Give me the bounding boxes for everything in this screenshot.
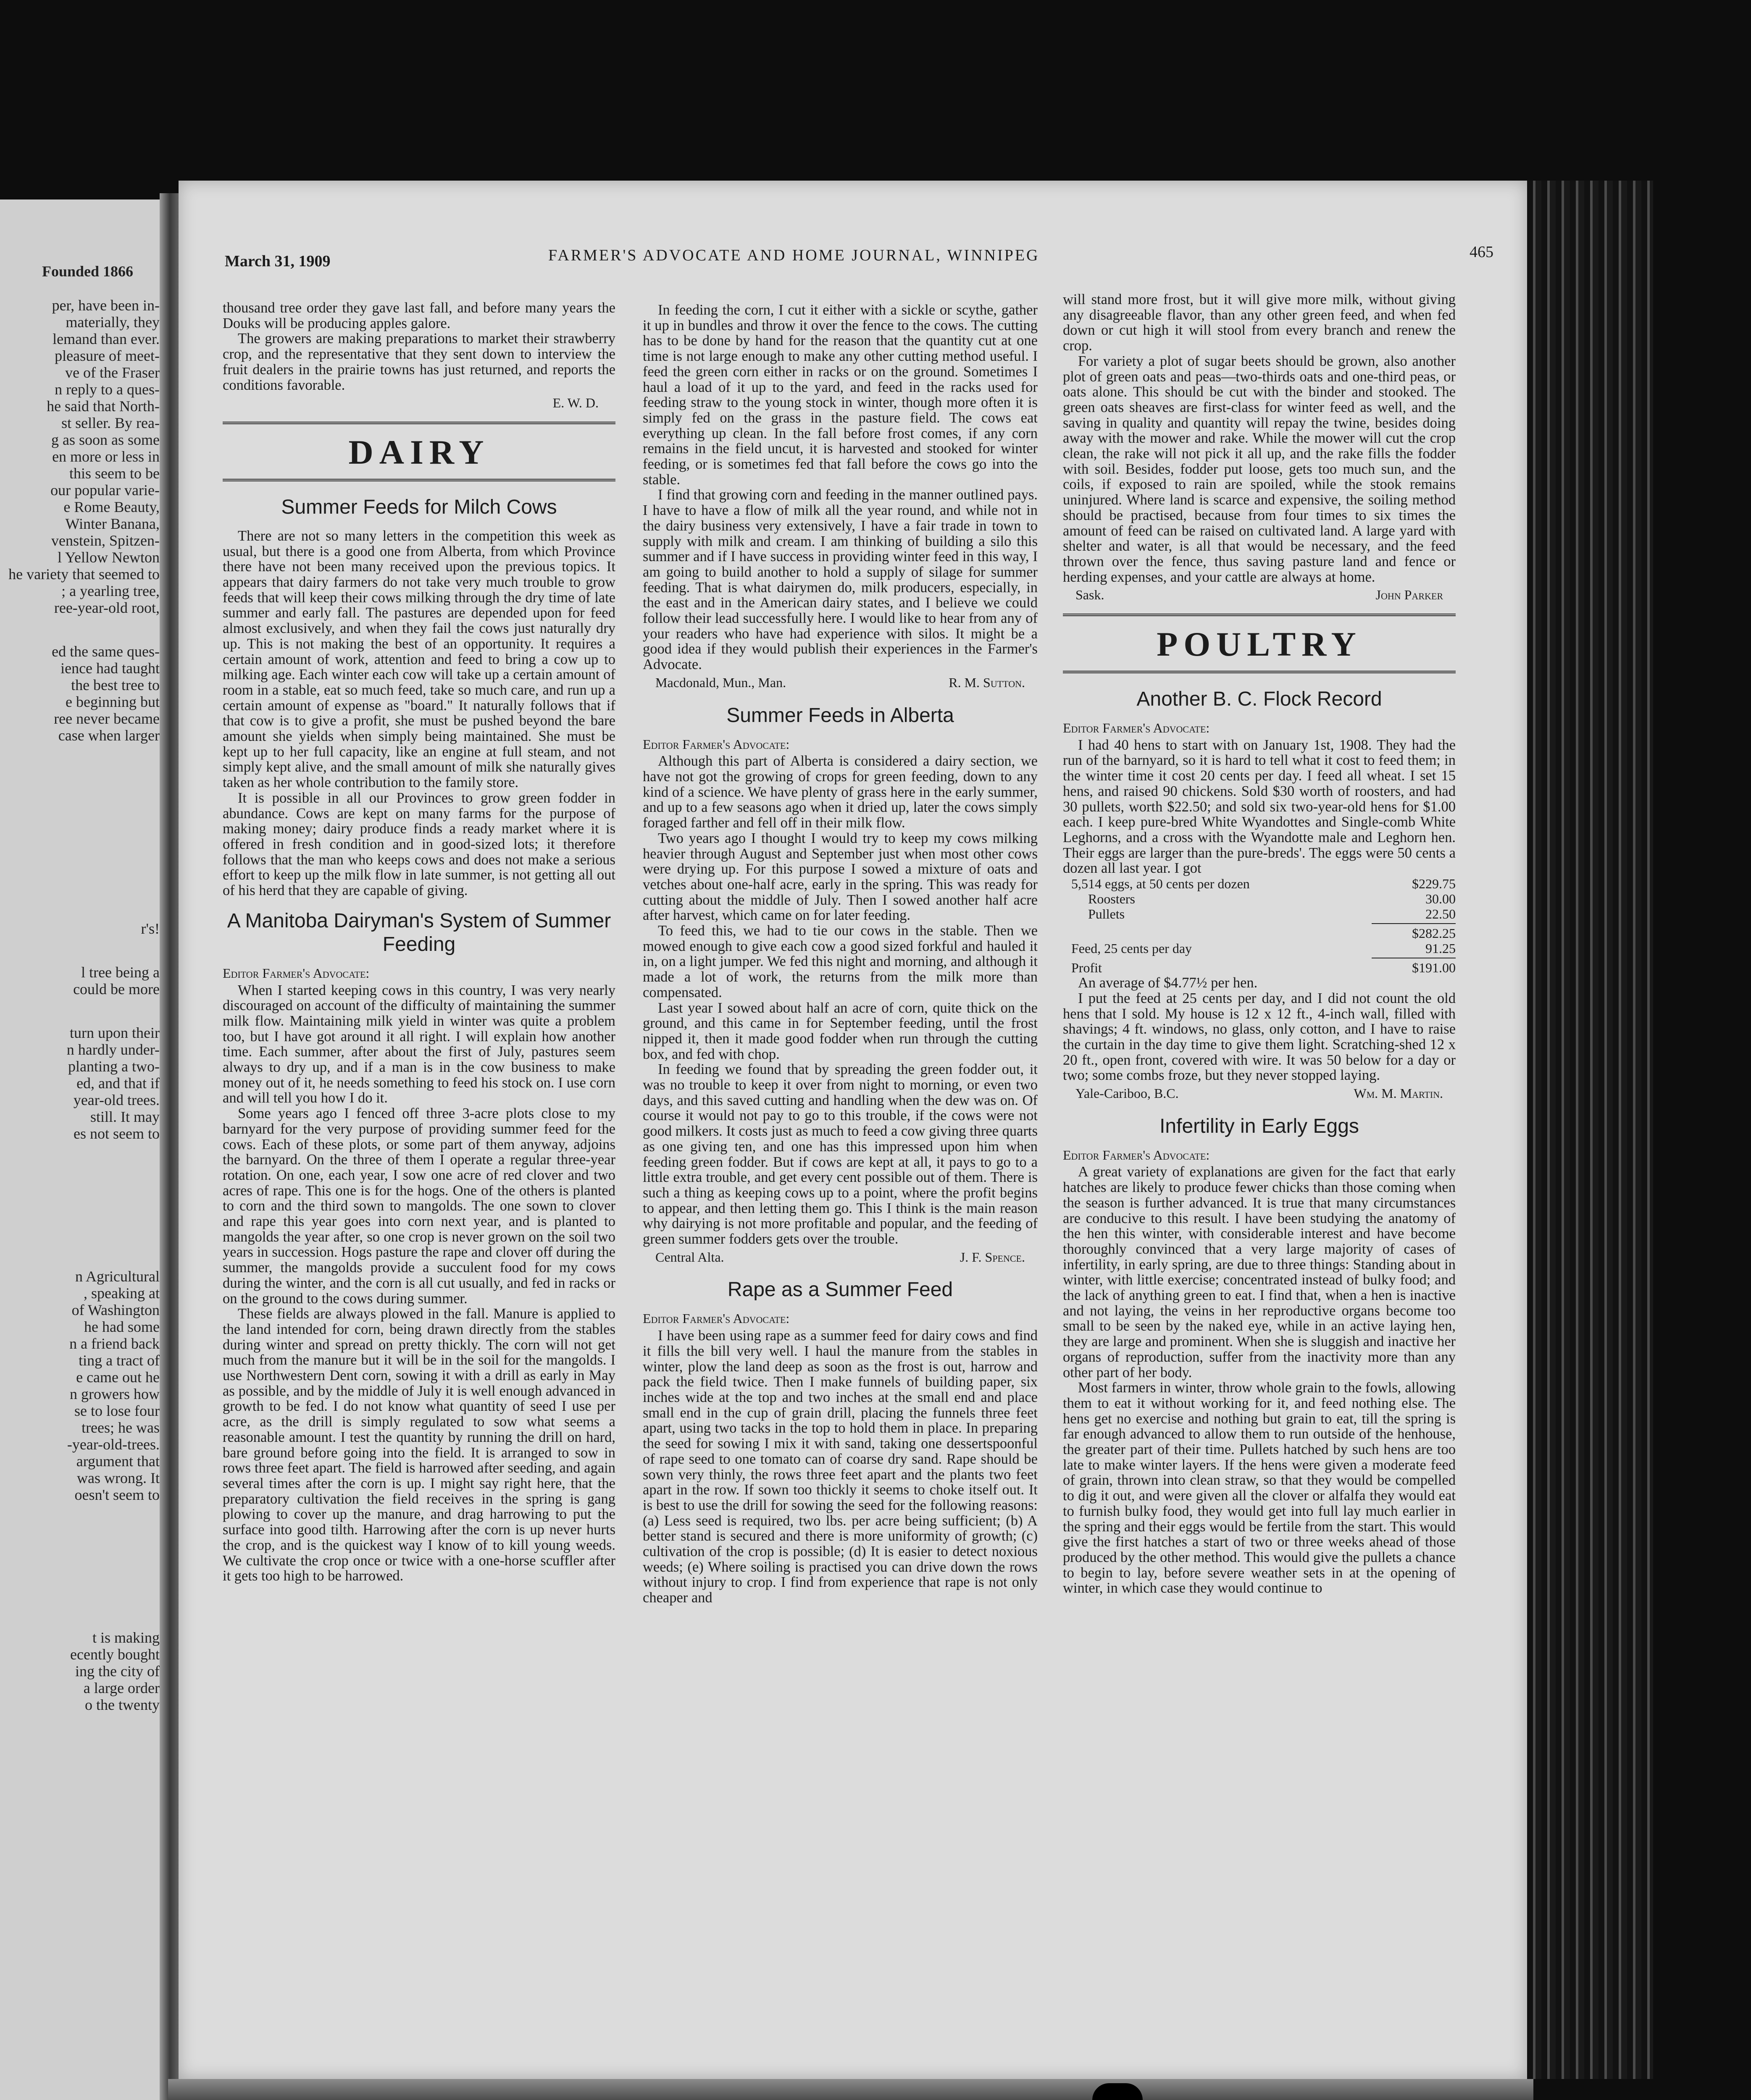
ledger-value: 30.00 bbox=[1425, 891, 1456, 907]
left-page-fragment: o the twenty bbox=[85, 1696, 160, 1713]
signature: Macdonald, Mun., Man. R. M. Sutton. bbox=[655, 675, 1025, 690]
paragraph: The growers are making preparations to market their strawberry crop, and the representative that they sent down to interview the fruit dealers in the prairie towns has just returned, and reports the conditions favorable. bbox=[223, 331, 615, 393]
left-page-fragment: n reply to a ques- bbox=[55, 381, 160, 398]
ledger-value: 22.50 bbox=[1425, 906, 1456, 922]
left-page-fragment: ed the same ques- bbox=[52, 643, 160, 660]
left-page-fragment: e Rome Beauty, bbox=[63, 499, 160, 515]
paragraph: In feeding we found that by spreading the green fodder out, it was no trouble to keep it over from night to morning, or even two days, and this saved cutting and handling when the dew was on. Of course it would not pay to go to this trouble, if the cows were not good milkers. It costs just as much to feed a cow giving three quarts as one giving ten, and one has this impressed upon him when feeding green fodder. But if cows are kept at all, it pays to go to a little extra trouble, and get every cent possible out of them. There is such a thing as keeping cows up to a point, where the profit begins to appear, and then letting them go. This I think is the main reason why dairying is not more profitable and popular, and the feeding of green summer fodders gets over the trouble. bbox=[643, 1061, 1038, 1247]
book-page-stack bbox=[1527, 181, 1653, 2079]
paragraph: will stand more frost, but it will give more milk, without giving any disagreeable flavor, than any other green feed, and when fed down or cut high it will stool from every branch and renew the crop. bbox=[1063, 291, 1456, 354]
left-page-fragment: l tree being a bbox=[81, 964, 160, 981]
paragraph: I find that growing corn and feeding in the manner outlined pays. I have to have a flow of milk all the year round, and while not in the dairy business very extensively, I have a fair trade in town to supply with milk and cream. I am thinking of building a silo this summer and if I have success in providing winter feed in this way, I am going to build another to hold a supply of silage for summer feeding. That is what dairymen do, milk producers, especially, in the east and in the American dairy states, and I believe we could follow their lead successfully here. I would like to hear from any of your readers who have had experience with silos. It might be a good idea if they would publish their experiences in the Farmer's Advocate. bbox=[643, 487, 1038, 673]
column-2 bbox=[643, 302, 1038, 1606]
page-number: 465 bbox=[1470, 243, 1493, 261]
left-page-fragment: he said that North- bbox=[47, 398, 160, 415]
ledger-label: Pullets bbox=[1088, 906, 1125, 922]
paragraph: An average of $4.77½ per hen. bbox=[1078, 975, 1258, 991]
paragraph: When I started keeping cows in this country, I was very nearly discouraged on account of the difficulty of maintaining the summer milk flow. Maintaining milk yield in winter was quite a problem too, but I have got around it all right. I will explain how another time. Each summer, after about the first of July, pastures seem always to dry up, and if a man is in the cow business to make money out of it, he needs something to feed his stock on. I use corn and will tell you how I do it. bbox=[223, 982, 615, 1106]
section-title: DAIRY bbox=[348, 433, 490, 471]
left-page-fragment: ree-year-old root, bbox=[54, 599, 160, 616]
editor-line: Editor Farmer's Advocate: bbox=[223, 965, 370, 981]
left-page-fragment: case when larger bbox=[58, 727, 160, 744]
left-page-fragments bbox=[0, 297, 160, 1713]
left-page-fragment: venstein, Spitzen- bbox=[51, 532, 160, 549]
section-heading-poultry bbox=[1063, 614, 1456, 675]
left-page-fragment: was wrong. It bbox=[77, 1470, 160, 1486]
left-page-fragment: en more or less in bbox=[52, 448, 160, 465]
left-page-fragment: , speaking at bbox=[84, 1285, 160, 1302]
left-page-fragment: the best tree to bbox=[71, 677, 160, 693]
left-page-fragment: still. It may bbox=[90, 1108, 160, 1125]
left-page-fragment: he variety that seemed to bbox=[8, 566, 160, 583]
journal-title: FARMER'S ADVOCATE AND HOME JOURNAL, WINNIPEG bbox=[548, 247, 1040, 264]
left-page-fragment: ree never became bbox=[54, 710, 160, 727]
left-page-fragment: n a friend back bbox=[69, 1335, 160, 1352]
column-3 bbox=[1063, 292, 1456, 1596]
left-page-fragment: could be more bbox=[73, 981, 160, 998]
ledger-row bbox=[1063, 941, 1456, 956]
issue-date: March 31, 1909 bbox=[225, 252, 331, 270]
ledger-value: $229.75 bbox=[1412, 876, 1456, 892]
left-page-fragment: n hardly under- bbox=[66, 1041, 160, 1058]
left-page-fragment: ience had taught bbox=[60, 660, 160, 677]
article-title: Summer Feeds for Milch Cows bbox=[281, 496, 557, 518]
ledger-label: Roosters bbox=[1088, 891, 1135, 907]
left-page-fragment: n Agricultural bbox=[75, 1268, 160, 1285]
editor-line: Editor Farmer's Advocate: bbox=[1063, 1147, 1210, 1163]
ledger-label: 5,514 eggs, at 50 cents per dozen bbox=[1071, 876, 1250, 892]
left-page-fragment: n growers how bbox=[70, 1386, 160, 1402]
left-page-fragment: ve of the Fraser bbox=[65, 364, 160, 381]
left-page-fragment: t is making bbox=[92, 1629, 160, 1646]
ledger-row bbox=[1063, 906, 1456, 921]
left-page-fragment: Winter Banana, bbox=[65, 515, 160, 532]
left-page-fragment: es not seem to bbox=[74, 1125, 160, 1142]
article-title: Infertility in Early Eggs bbox=[1159, 1115, 1359, 1137]
left-page-fragment: se to lose four bbox=[74, 1402, 160, 1419]
left-page-fragment: l Yellow Newton bbox=[57, 549, 160, 566]
paragraph: These fields are always plowed in the fall. Manure is applied to the land intended for corn, being drawn directly from the stables during winter and spread on pretty thickly. The corn will not get much from the manure but it will be in the soil for the mangolds. I use Northwestern Dent corn, sowing it with a drill as early in May as possible, and by the middle of July it is well enough advanced in growth to be fed. I do not know what quantity of seed I use per acre, as the drill is simply regulated to sow what seems a reasonable amount. I test the quantity by running the drill on hard, bare ground before going into the field. It is arranged to sow in rows three feet apart. The field is harrowed after seeding, and again several times after the corn is up. I might say right here, that the preparatory cultivation the field receives in the spring is gang plowing to cover up the manure, and drag harrowing to put the surface into good tilth. Harrowing after the corn is up never hurts the crop, and is the quickest way I know of to kill young weeds. We cultivate the crop once or twice with a one-horse scuffler after it gets too high to be harrowed. bbox=[223, 1306, 615, 1584]
ledger-value: $282.25 bbox=[1412, 926, 1456, 941]
paragraph: I put the feed at 25 cents per day, and I did not count the old hens that I sold. My house is 12 x 12 ft., 4-inch wall, filled with shavings; 4 ft. windows, no glass, only cotton, and I have to raise the curtain in the day time to give them light. Scratching-shed 12 x 20 ft., open front, covered with wire. It was 50 below for a day or two; some combs froze, but they never stopped laying. bbox=[1063, 990, 1456, 1084]
editor-line: Editor Farmer's Advocate: bbox=[643, 1311, 790, 1326]
paragraph: A great variety of explanations are given for the fact that early hatches are likely to produce fewer chicks than those coming when the season is further advanced. It is true that many circumstances are conducive to this result. I have been studying the anatomy of the hen this winter, with considerable interest and have become thoroughly convinced that a very large majority of cases of infertility, in early spring, are due to three things: Standing about in winter, with little exercise; concentrated instead of bulky food; and the lack of anything green to eat. I find that, when a hen is inactive and not laying, the veins in her reproductive organs become too small to be seen by the naked eye, while in an active laying hen, they are large and prominent. When she is sluggish and inactive her organs of reproduction, suffer from the inactivity more than any other part of her body. bbox=[1063, 1164, 1456, 1381]
paragraph: thousand tree order they gave last fall, and before many years the Douks will be producing apples galore. bbox=[223, 300, 615, 331]
paragraph: Last year I sowed about half an acre of corn, quite thick on the ground, and this came in for September feeding, until the frost nipped it, then it made good fodder when run through the cutting box, and fed with chop. bbox=[643, 1000, 1038, 1062]
section-heading-dairy bbox=[223, 422, 615, 483]
left-page-fragment: per, have been in- bbox=[52, 297, 160, 314]
left-page-fragment: materially, they bbox=[66, 314, 160, 331]
left-page-fragment: ; a yearling tree, bbox=[61, 583, 160, 599]
paragraph: Some years ago I fenced off three 3-acre plots close to my barnyard for the very purpose of providing summer feed for the cows. Each of these plots, or some part of them anyway, adjoins the barnyard. On the three of them I operate a regular three-year rotation. On one, each year, I sow one acre of red clover and two acres of rape. This one is for the hogs. One of the others is planted to corn and the third sown to mangolds. The one sown to clover and rape this year goes into corn next year, and is planted to mangolds the year after, so one crop is never grown on the soil two years in succession. Hogs pasture the rape and clover off during the summer, the mangolds provide a succulent food for my cows during the winter, and the corn is all cut usually, and fed in racks or on the ground to the cows during summer. bbox=[223, 1105, 615, 1307]
paragraph: I had 40 hens to start with on January 1st, 1908. They had the run of the barnyard, so it is hard to tell what it cost to feed them; in the winter time it cost 20 cents per day. I feed all wheat. I set 15 hens, and raised 90 chickens. Sold $30 worth of roosters, and had 30 pullets, worth $22.50; and sold six two-year-old hens for $1.00 each. I keep pure-bred White Wyandottes and Single-comb White Leghorns, and a cross with the Wyandotte male and Leghorn hen. Their eggs are larger than the pure-breds'. The eggs were 50 cents a dozen all last year. I got bbox=[1063, 737, 1456, 877]
left-page-fragment: ecently bought bbox=[70, 1646, 160, 1663]
left-page-fragment: -year-old-trees. bbox=[67, 1436, 160, 1453]
ledger-value: $191.00 bbox=[1412, 960, 1456, 976]
column-1 bbox=[223, 300, 615, 1584]
paragraph: In feeding the corn, I cut it either with a sickle or scythe, gather it up in bundles and throw it over the fence to the cows. The cutting has to be done by hand for the reason that the quantity cut at one time is not large enough to make any other cutting method useful. I feed the green corn either in racks or on the ground. Sometimes I haul a load of it up to the yard, and feed in the racks used for feeding straw to the young stock in winter, though more often it is simply fed on the grass in the pasture field. The cows eat everything up clean. In the fall before frost comes, if any corn remains in the field uncut, it is harvested and stooked for winter feeding, or is sometimes fed that fall before the cows go into the stable. bbox=[643, 302, 1038, 488]
paragraph: I have been using rape as a summer feed for dairy cows and find it fills the bill very well. I haul the manure from the stables in winter, plow the land deep as soon as the frost is out, harrow and pack the field twice. Then I make funnels of building paper, six inches wide at the top and two inches at the small end and place small end in the cup of grain drill, placing the funnels three feet apart, using two tacks in the top to hold them in place. In preparing the seed for sowing I mix it with sand, taking one dessertspoonful of rape seed to one tomato can of coarse dry sand. Rape should be sown very thinly, the rows three feet apart and the plants two feet apart in the row. If sown too thickly it seems to choke itself out. It is best to use the drill for sowing the seed for the following reasons: (a) Less seed is required, two lbs. per acre being sufficient; (b) A better stand is secured and there is more uniformity of growth; (c) cultivation of the crop is possible; (d) It is easier to detect noxious weeds; (e) Where soiling is practised you can drive down the rows without injury to crop. I find from experience that rape is not only cheaper and bbox=[643, 1328, 1038, 1606]
left-page-fragment: turn upon their bbox=[70, 1024, 160, 1041]
left-page-fragment: st seller. By rea- bbox=[61, 415, 160, 431]
left-page-fragment: of Washington bbox=[71, 1302, 160, 1318]
left-page-fragment: argument that bbox=[76, 1453, 160, 1470]
signature: Yale-Cariboo, B.C. Wm. M. Martin. bbox=[1075, 1086, 1443, 1101]
left-page-fragment: e came out he bbox=[76, 1369, 160, 1386]
signature: Central Alta. J. F. Spence. bbox=[655, 1249, 1025, 1265]
ledger-row bbox=[1063, 960, 1456, 975]
page-clip bbox=[1092, 2083, 1143, 2100]
left-page-fragment: pleasure of meet- bbox=[55, 347, 160, 364]
ledger-row bbox=[1063, 891, 1456, 906]
article-title: Another B. C. Flock Record bbox=[1136, 688, 1382, 711]
page-header bbox=[179, 243, 1527, 277]
section-title: POULTRY bbox=[1157, 625, 1362, 664]
paragraph: Most farmers in winter, throw whole grain to the fowls, allowing them to eat it without working for it, and feed nothing else. The hens get no exercise and nothing but grain to eat, till the spring is far enough advanced to allow them to run outside of the henhouse, the greater part of their time. Pullets hatched by such hens are too late to make winter layers. If the hens were given a moderate feed of grain, thrown into clean straw, so that they would be compelled to dig it out, and were given all the clover or alfalfa they would eat to furnish bulky food, they would get into full lay much earlier in the spring and their eggs would be fertile from the start. This would give the first hatches a start of two or three weeks ahead of those produced by the other method. This would give the pullets a chance to begin to lay, before severe weather sets in at the opening of winter, in which case they would continue to bbox=[1063, 1380, 1456, 1596]
paragraph: There are not so many letters in the competition this week as usual, but there is a good one from Alberta, from which Province there have not been many received upon the previous topics. It appears that dairy farmers do not take very much trouble to grow feeds that will keep their cows milking through the dry time of late summer and early fall. The pastures are depended upon for feed almost exclusively, and when they fail the cows just naturally dry up. This is not making the best of an opportunity. It requires a certain amount of work, attention and feed to bring a cow up to milking age. Each winter each cow will take up a certain amount of room in a stable, eat so much feed, take so much care, and run up a certain amount of expense as "board." It naturally follows that if that cow is to give a profit, she must be pushed beyond the bare amount she yields when simply being maintained. She must be kept up to her full capacity, like an engine at full steam, and not simply kept alive, and the small amount of milk she naturally gives taken as her whole contribution to the family store. bbox=[223, 528, 615, 791]
signature: Sask. John Parker bbox=[1075, 587, 1443, 603]
paragraph: Although this part of Alberta is considered a dairy section, we have not got the growing of crops for green feeding, down to any kind of a science. We have plenty of grass here in the early summer, and up to a few seasons ago when it dried up, later the cows simply foraged farther and fell off in their milk flow. bbox=[643, 753, 1038, 831]
left-page-fragment: g as soon as some bbox=[51, 431, 160, 448]
left-page-fragment: year-old trees. bbox=[73, 1092, 160, 1108]
signature: E. W. D. bbox=[552, 395, 599, 411]
left-page-fragment: e beginning but bbox=[66, 693, 160, 710]
left-page-founded: Founded 1866 bbox=[42, 263, 134, 280]
article-title: A Manitoba Dairyman's System of Summer Feeding bbox=[227, 909, 611, 956]
left-page-fragment: this seem to be bbox=[69, 465, 160, 482]
paragraph: It is possible in all our Provinces to grow green fodder in abundance. Cows are kept on many farms for the purpose of making money; dairy produce finds a ready market where it is offered in fresh condition and in good-sized lots; it therefore follows that the man who keeps cows and does not make a serious effort to keep up the milk flow in late summer, is not getting all out of his herd that they are capable of giving. bbox=[223, 790, 615, 899]
left-page-fragment: oesn't seem to bbox=[74, 1486, 160, 1503]
editor-line: Editor Farmer's Advocate: bbox=[1063, 720, 1210, 736]
editor-line: Editor Farmer's Advocate: bbox=[643, 736, 790, 752]
flock-ledger bbox=[1063, 876, 1456, 975]
left-facing-page bbox=[0, 200, 166, 2100]
left-page-fragment: he had some bbox=[84, 1318, 160, 1335]
paragraph: Two years ago I thought I would try to keep my cows milking heavier through August and September just when most other cows were drying up. For this purpose I sowed a mixture of oats and vetches about one-half acre, early in the spring. This was ready for cutting about the middle of July. Then I sowed another half acre after harvest, which came on for later feeding. bbox=[643, 830, 1038, 924]
left-page-fragment: r's! bbox=[141, 920, 160, 937]
left-page-fragment: planting a two- bbox=[68, 1058, 160, 1075]
article-title: Summer Feeds in Alberta bbox=[726, 704, 954, 727]
left-page-fragment: our popular varie- bbox=[50, 482, 160, 499]
ledger-row bbox=[1063, 876, 1456, 891]
ledger-label: Profit bbox=[1071, 960, 1102, 976]
left-page-fragment: ting a tract of bbox=[79, 1352, 160, 1369]
paragraph: For variety a plot of sugar beets should be grown, also another plot of green oats and peas—two-thirds oats and one-third peas, or oats alone. This should be cut with the binder and stooked. The green oats sheaves are first-class for winter feed as well, and the saving in quality and quantity will repay the twine, besides doing away with the mower and rake. While the mower will cut the crop clean, the rake will not pick it all up, and the rake fills the fodder with soil. Besides, fodder put loose, gets too much sun, and the coils, if exposed to rain are spoiled, while the stook remains uninjured. Where land is scarce and expensive, the soiling method should be practised, because from four times to six times the amount of feed can be raised on cultivated land. A large yard with shelter and water, is all that would be necessary, and the feed thrown over the fence, thus saving pasture land and fence or herding expenses, and your cattle are always at home. bbox=[1063, 353, 1456, 585]
left-page-fragment: trees; he was bbox=[82, 1419, 160, 1436]
newspaper-page bbox=[179, 181, 1527, 2079]
ledger-row bbox=[1063, 926, 1456, 941]
article-title: Rape as a Summer Feed bbox=[727, 1278, 953, 1301]
ledger-value: 91.25 bbox=[1425, 941, 1456, 956]
left-page-fragment: ing the city of bbox=[75, 1663, 160, 1680]
left-page-fragment: a large order bbox=[83, 1680, 160, 1696]
left-page-fragment: lemand than ever. bbox=[53, 331, 160, 347]
paragraph: To feed this, we had to tie our cows in the stable. Then we mowed enough to give each cow a good sized forkful and hauled it in, on a light jumper. We fed this night and morning, and although it made a lot of work, the returns from the milk more than compensated. bbox=[643, 923, 1038, 1000]
left-page-fragment: ed, and that if bbox=[76, 1075, 160, 1092]
book-bottom-edge bbox=[168, 2079, 1533, 2100]
ledger-label: Feed, 25 cents per day bbox=[1071, 941, 1192, 956]
